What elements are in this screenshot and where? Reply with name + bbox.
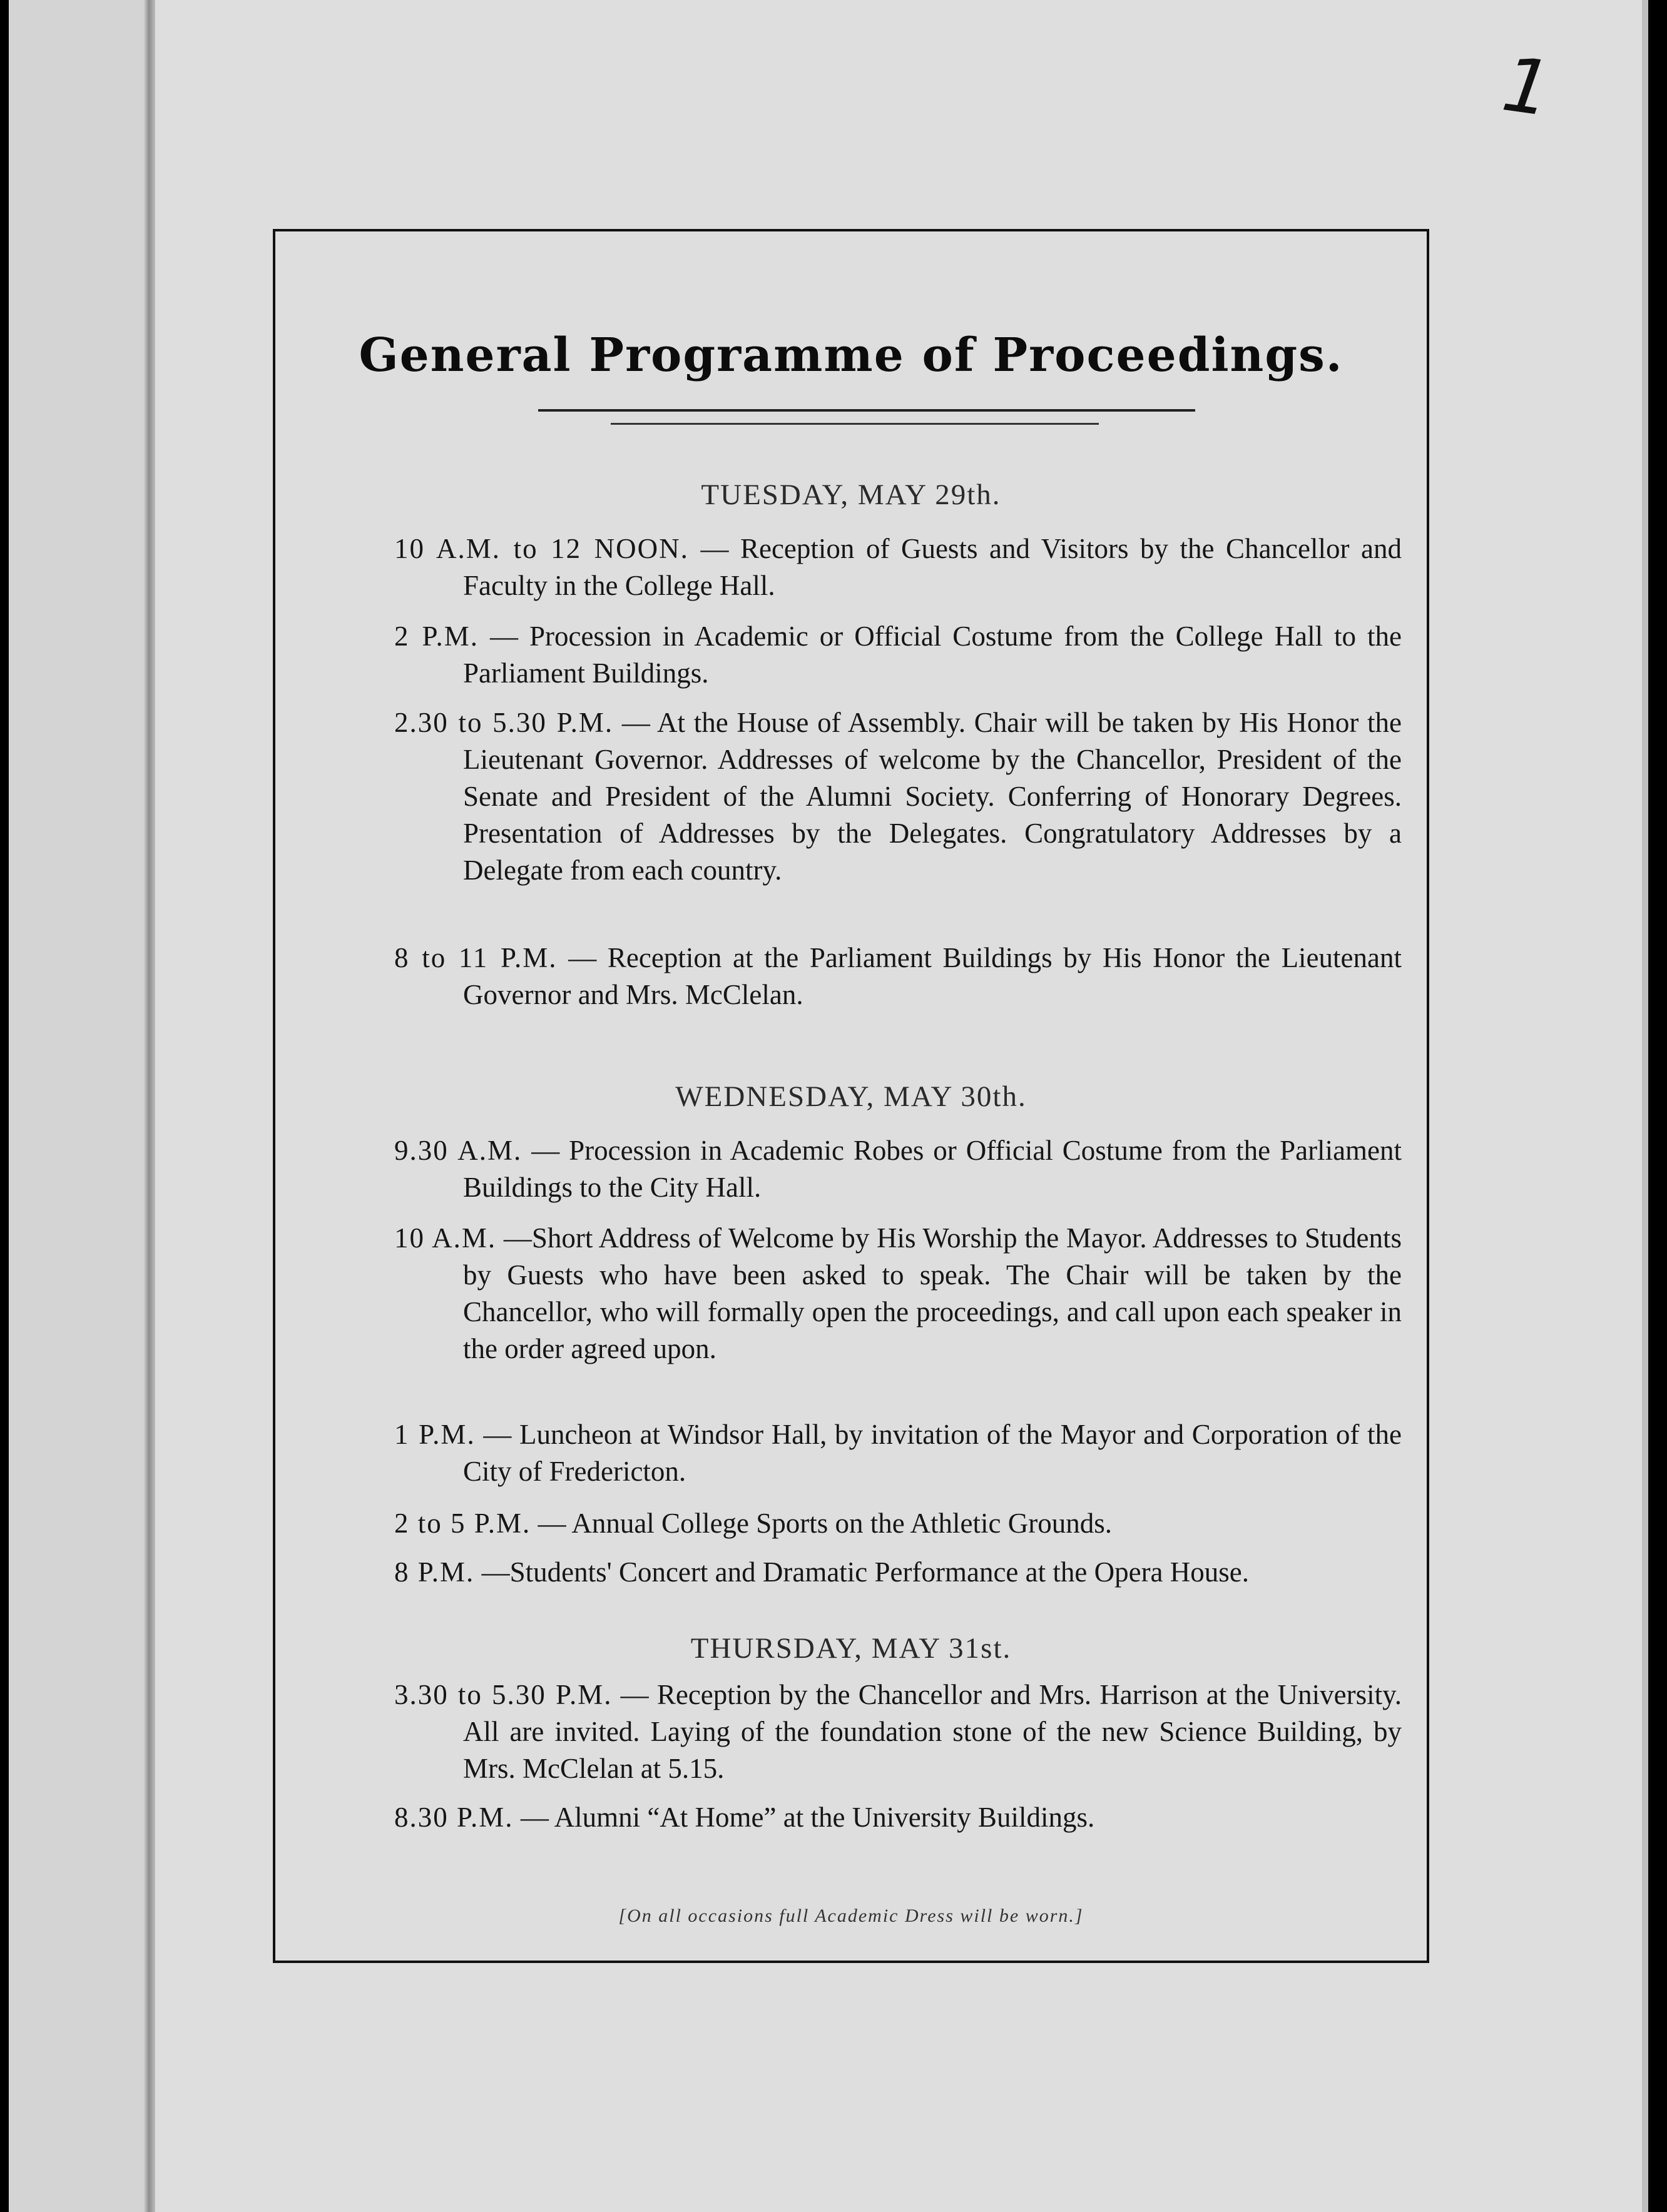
programme-entry	[394, 530, 1402, 604]
entry-text: — Reception by the Chancellor and Mrs. Harrison at the University. All are invited. Laying of the foundation stone of the new Science Building, by Mrs. McClelan at 5.15.	[463, 1679, 1402, 1784]
programme-entry	[394, 940, 1402, 1013]
entry-time: 8 to 11 P.M.	[394, 942, 558, 973]
page-title: General Programme of Proceedings.	[359, 328, 1343, 382]
entry-text: — Procession in Academic Robes or Official Costume from the Parliament Buildings to the City Hall.	[463, 1135, 1402, 1203]
title-rule-long	[538, 409, 1195, 412]
day-heading-wednesday: WEDNESDAY, MAY 30th.	[675, 1080, 1027, 1113]
day-heading-thursday: THURSDAY, MAY 31st.	[690, 1632, 1012, 1665]
entry-text: — Procession in Academic or Official Costume from the College Hall to the Parliament Buildings.	[463, 621, 1402, 689]
entry-text: — Reception at the Parliament Buildings by His Honor the Lieutenant Governor and Mrs. McClelan.	[463, 942, 1402, 1010]
entry-text: —Students' Concert and Dramatic Performance at the Opera House.	[481, 1556, 1250, 1588]
programme-entry	[394, 1505, 1402, 1542]
page-fold	[144, 0, 155, 2212]
entry-text: — At the House of Assembly. Chair will be taken by His Honor the Lieutenant Governor. Addresses of welcome by the Chancellor, President of the Senate and President of the Alumni Society. Conferring of Honorary Degrees. Presentation of Addresses by the Delegates. Congratulatory Addresses by a Delegate from each country.	[463, 707, 1402, 886]
scan-border-right	[1648, 0, 1667, 2212]
programme-entry	[394, 618, 1402, 692]
entry-time: 3.30 to 5.30 P.M.	[394, 1679, 613, 1710]
entry-text: — Reception of Guests and Visitors by the Chancellor and Faculty in the College Hall.	[463, 533, 1402, 601]
previous-page-edge	[9, 0, 144, 2212]
programme-entry	[394, 1799, 1402, 1836]
academic-dress-note: [On all occasions full Academic Dress will be worn.]	[618, 1905, 1084, 1926]
entry-text: — Luncheon at Windsor Hall, by invitation of the Mayor and Corporation of the City of Fredericton.	[463, 1419, 1402, 1487]
programme-entry	[394, 1132, 1402, 1206]
title-rule-short	[611, 423, 1099, 425]
programme-entry	[394, 1416, 1402, 1490]
programme-entry	[394, 1677, 1402, 1787]
entry-time: 9.30 A.M.	[394, 1135, 523, 1166]
day-heading-tuesday: TUESDAY, MAY 29th.	[701, 479, 1001, 511]
entry-text: — Annual College Sports on the Athletic Grounds.	[538, 1508, 1112, 1539]
entry-time: 8.30 P.M.	[394, 1802, 514, 1833]
entry-text: — Alumni “At Home” at the University Buildings.	[520, 1802, 1095, 1833]
entry-time: 2 P.M.	[394, 621, 479, 652]
entry-time: 10 A.M.	[394, 1222, 497, 1254]
scan-border-left	[0, 0, 9, 2212]
programme-entry	[394, 1220, 1402, 1367]
programme-entry	[394, 704, 1402, 889]
entry-time: 2.30 to 5.30 P.M.	[394, 707, 614, 738]
entry-time: 2 to 5 P.M.	[394, 1508, 531, 1539]
programme-frame	[273, 229, 1429, 1963]
programme-entry	[394, 1554, 1402, 1591]
entry-time: 8 P.M.	[394, 1556, 475, 1588]
entry-time: 10 A.M. to 12 NOON.	[394, 533, 689, 564]
handwritten-page-number: 1	[1497, 41, 1557, 134]
entry-text: —Short Address of Welcome by His Worship the Mayor. Addresses to Students by Guests who have been asked to speak. The Chair will be taken by the Chancellor, who will formally open the proceedings, and call upon each speaker in the order agreed upon.	[463, 1222, 1402, 1364]
entry-time: 1 P.M.	[394, 1419, 476, 1450]
page-edge-right	[1642, 0, 1648, 2212]
